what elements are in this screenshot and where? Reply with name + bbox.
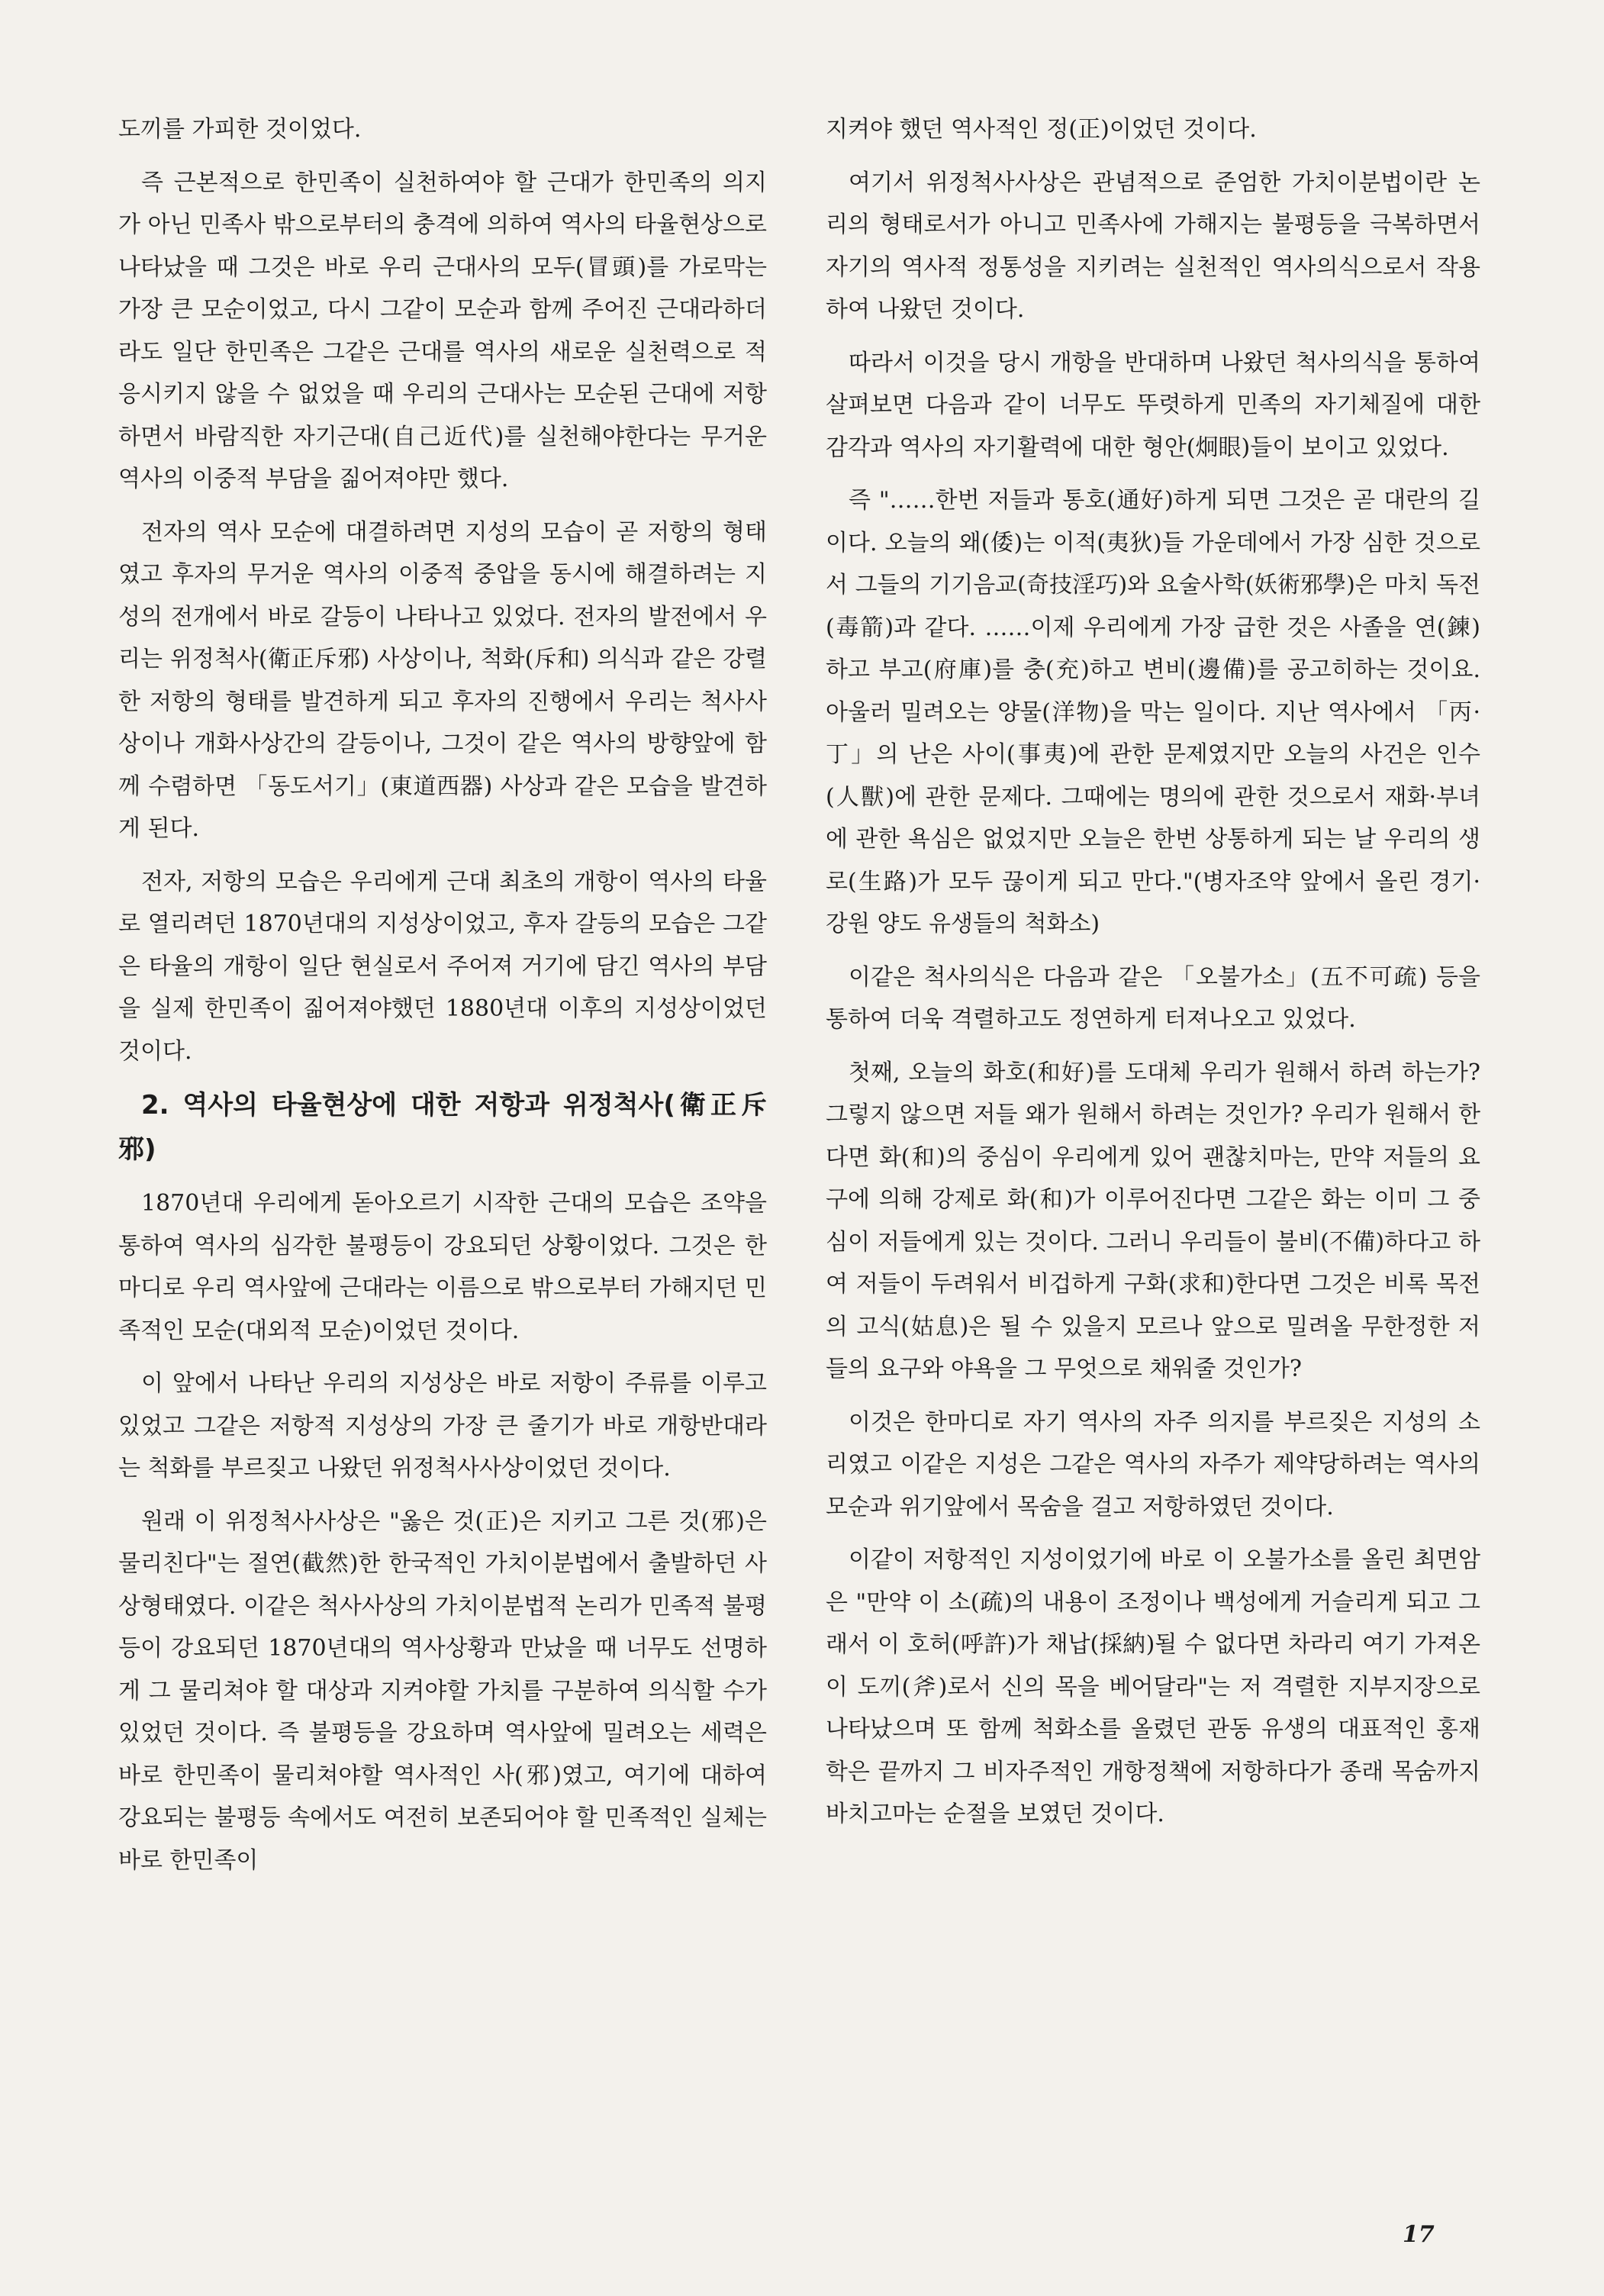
paragraph: 원래 이 위정척사사상은 "옳은 것(正)은 지키고 그른 것(邪)은 물리친다"는 절연(截然)한 한국적인 가치이분법에서 출발하던 사상형태였다. 이같은 척사사상의 가치이분법적 논리가 민족적 불평등이 강요되던 1870년대의 역사상황과 만났을 때 너무도 선명하게 그 물리쳐야 할 대상과 지켜야할 가치를 구분하여 의식할 수가 있었던 것이다. 즉 불평등을 강요하며 역사앞에 밀려오는 세력은 바로 한민족이 물리쳐야할 역사적인 사(邪)였고, 여기에 대하여 강요되는 불평등 속에서도 여전히 보존되어야 할 민족적인 실체는 바로 한민족이 [118, 1508, 767, 1874]
paragraph: 이것은 한마디로 자기 역사의 자주 의지를 부르짖은 지성의 소리였고 이같은 지성은 그같은 역사의 자주가 제약당하려는 역사의 모순과 위기앞에서 목숨을 걸고 저항하였던 것이다. [826, 1408, 1480, 1520]
page-number: 17 [1403, 2221, 1435, 2248]
paragraph: 1870년대 우리에게 돋아오르기 시작한 근대의 모습은 조약을 통하여 역사의 심각한 불평등이 강요되던 상황이었다. 그것은 한마디로 우리 역사앞에 근대라는 이름으로 밖으로부터 가해지던 민족적인 모순(대외적 모순)이었던 것이다. [118, 1190, 767, 1344]
paragraph: 이같은 척사의식은 다음과 같은 「오불가소」(五不可疏) 등을 통하여 더욱 격렬하고도 정연하게 터져나오고 있었다. [826, 963, 1480, 1033]
left-column [118, 108, 767, 1892]
paragraph: 즉 근본적으로 한민족이 실천하여야 할 근대가 한민족의 의지가 아닌 민족사 밖으로부터의 충격에 의하여 역사의 타율현상으로 나타났을 때 그것은 바로 우리 근대사의 모두(冒頭)를 가로막는 가장 큰 모순이었고, 다시 그같이 모순과 함께 주어진 근대라하더라도 일단 한민족은 그같은 근대를 역사의 새로운 실천력으로 적응시키지 않을 수 없었을 때 우리의 근대사는 모순된 근대에 저항하면서 바람직한 자기근대(自己近代)를 실천해야한다는 무거운 역사의 이중적 부담을 짊어져야만 했다. [118, 169, 767, 492]
paragraph: 도끼를 가피한 것이었다. [118, 116, 362, 143]
paragraph: 여기서 위정척사사상은 관념적으로 준엄한 가치이분법이란 논리의 형태로서가 아니고 민족사에 가해지는 불평등을 극복하면서 자기의 역사적 정통성을 지키려는 실천적인 역사의식으로서 작용하여 나왔던 것이다. [826, 169, 1480, 323]
paragraph: 이 앞에서 나타난 우리의 지성상은 바로 저항이 주류를 이루고 있었고 그같은 저항적 지성상의 가장 큰 줄기가 바로 개항반대라는 척화를 부르짖고 나왔던 위정척사사상이었던 것이다. [118, 1370, 767, 1482]
paragraph: 전자의 역사 모순에 대결하려면 지성의 모습이 곧 저항의 형태였고 후자의 무거운 역사의 이중적 중압을 동시에 해결하려는 지성의 전개에서 바로 갈등이 나타나고 있었다. 전자의 발전에서 우리는 위정척사(衛正斥邪) 사상이나, 척화(斥和) 의식과 같은 강렬한 저항의 형태를 발견하게 되고 후자의 진행에서 우리는 척사사상이나 개화사상간의 갈등이나, 그것이 같은 역사의 방향앞에 함께 수렴하면 「동도서기」(東道西器) 사상과 같은 모습을 발견하게 된다. [118, 518, 767, 842]
paragraph: 첫째, 오늘의 화호(和好)를 도대체 우리가 원해서 하려 하는가? 그렇지 않으면 저들 왜가 원해서 하려는 것인가? 우리가 원해서 한다면 화(和)의 중심이 우리에게 있어 괜찮치마는, 만약 저들의 요구에 의해 강제로 화(和)가 이루어진다면 그같은 화는 이미 그 중심이 저들에게 있는 것이다. 그러니 우리들이 불비(不備)하다고 하여 저들이 두려워서 비겁하게 구화(求和)한다면 그것은 비록 목전의 고식(姑息)은 될 수 있을지 모르나 앞으로 밀려올 무한정한 저들의 요구와 야욕을 그 무엇으로 채워줄 것인가? [826, 1059, 1480, 1382]
paragraph: 이같이 저항적인 지성이었기에 바로 이 오불가소를 올린 최면암은 "만약 이 소(疏)의 내용이 조정이나 백성에게 거슬리게 되고 그래서 이 호허(呼許)가 채납(採納)될 수 없다면 차라리 여기 가져온 이 도끼(斧)로서 신의 목을 베어달라"는 저 격렬한 지부지장으로 나타났으며 또 함께 척화소를 올렸던 관동 유생의 대표적인 홍재학은 끝까지 그 비자주적인 개항정책에 저항하다가 종래 목숨까지 바치고마는 순절을 보였던 것이다. [826, 1546, 1480, 1827]
right-column [826, 108, 1480, 1846]
quote-paragraph: 즉 "……한번 저들과 통호(通好)하게 되면 그것은 곧 대란의 길이다. 오늘의 왜(倭)는 이적(夷狄)들 가운데에서 가장 심한 것으로서 그들의 기기음교(奇技淫巧)와 요술사학(妖術邪學)은 마치 독전(毒箭)과 같다. ……이제 우리에게 가장 급한 것은 사졸을 연(鍊)하고 부고(府庫)를 충(充)하고 변비(邊備)를 공고히하는 것이요. 아울러 밀려오는 양물(洋物)을 막는 일이다. 지난 역사에서 「丙·丁」의 난은 사이(事夷)에 관한 문제였지만 오늘의 사건은 인수(人獸)에 관한 문제다. 그때에는 명의에 관한 것으로서 재화·부녀에 관한 욕심은 없었지만 오늘은 한번 상통하게 되는 날 우리의 생로(生路)가 모두 끊이게 되고 만다."(병자조약 앞에서 올린 경기·강원 양도 유생들의 척화소) [826, 487, 1480, 937]
paragraph: 따라서 이것을 당시 개항을 반대하며 나왔던 척사의식을 통하여 살펴보면 다음과 같이 너무도 뚜렷하게 민족의 자기체질에 대한 감각과 역사의 자기활력에 대한 형안(炯眼)들이 보이고 있었다. [826, 349, 1480, 461]
paragraph: 전자, 저항의 모습은 우리에게 근대 최초의 개항이 역사의 타율로 열리려던 1870년대의 지성상이었고, 후자 갈등의 모습은 그같은 타율의 개항이 일단 현실로서 주어져 거기에 담긴 역사의 부담을 실제 한민족이 짊어져야했던 1880년대 이후의 지성상이었던 것이다. [118, 868, 767, 1065]
section-heading: 2. 역사의 타율현상에 대한 저항과 위정척사(衛正斥邪) [118, 1090, 767, 1165]
paragraph: 지켜야 했던 역사적인 정(正)이었던 것이다. [826, 116, 1257, 143]
